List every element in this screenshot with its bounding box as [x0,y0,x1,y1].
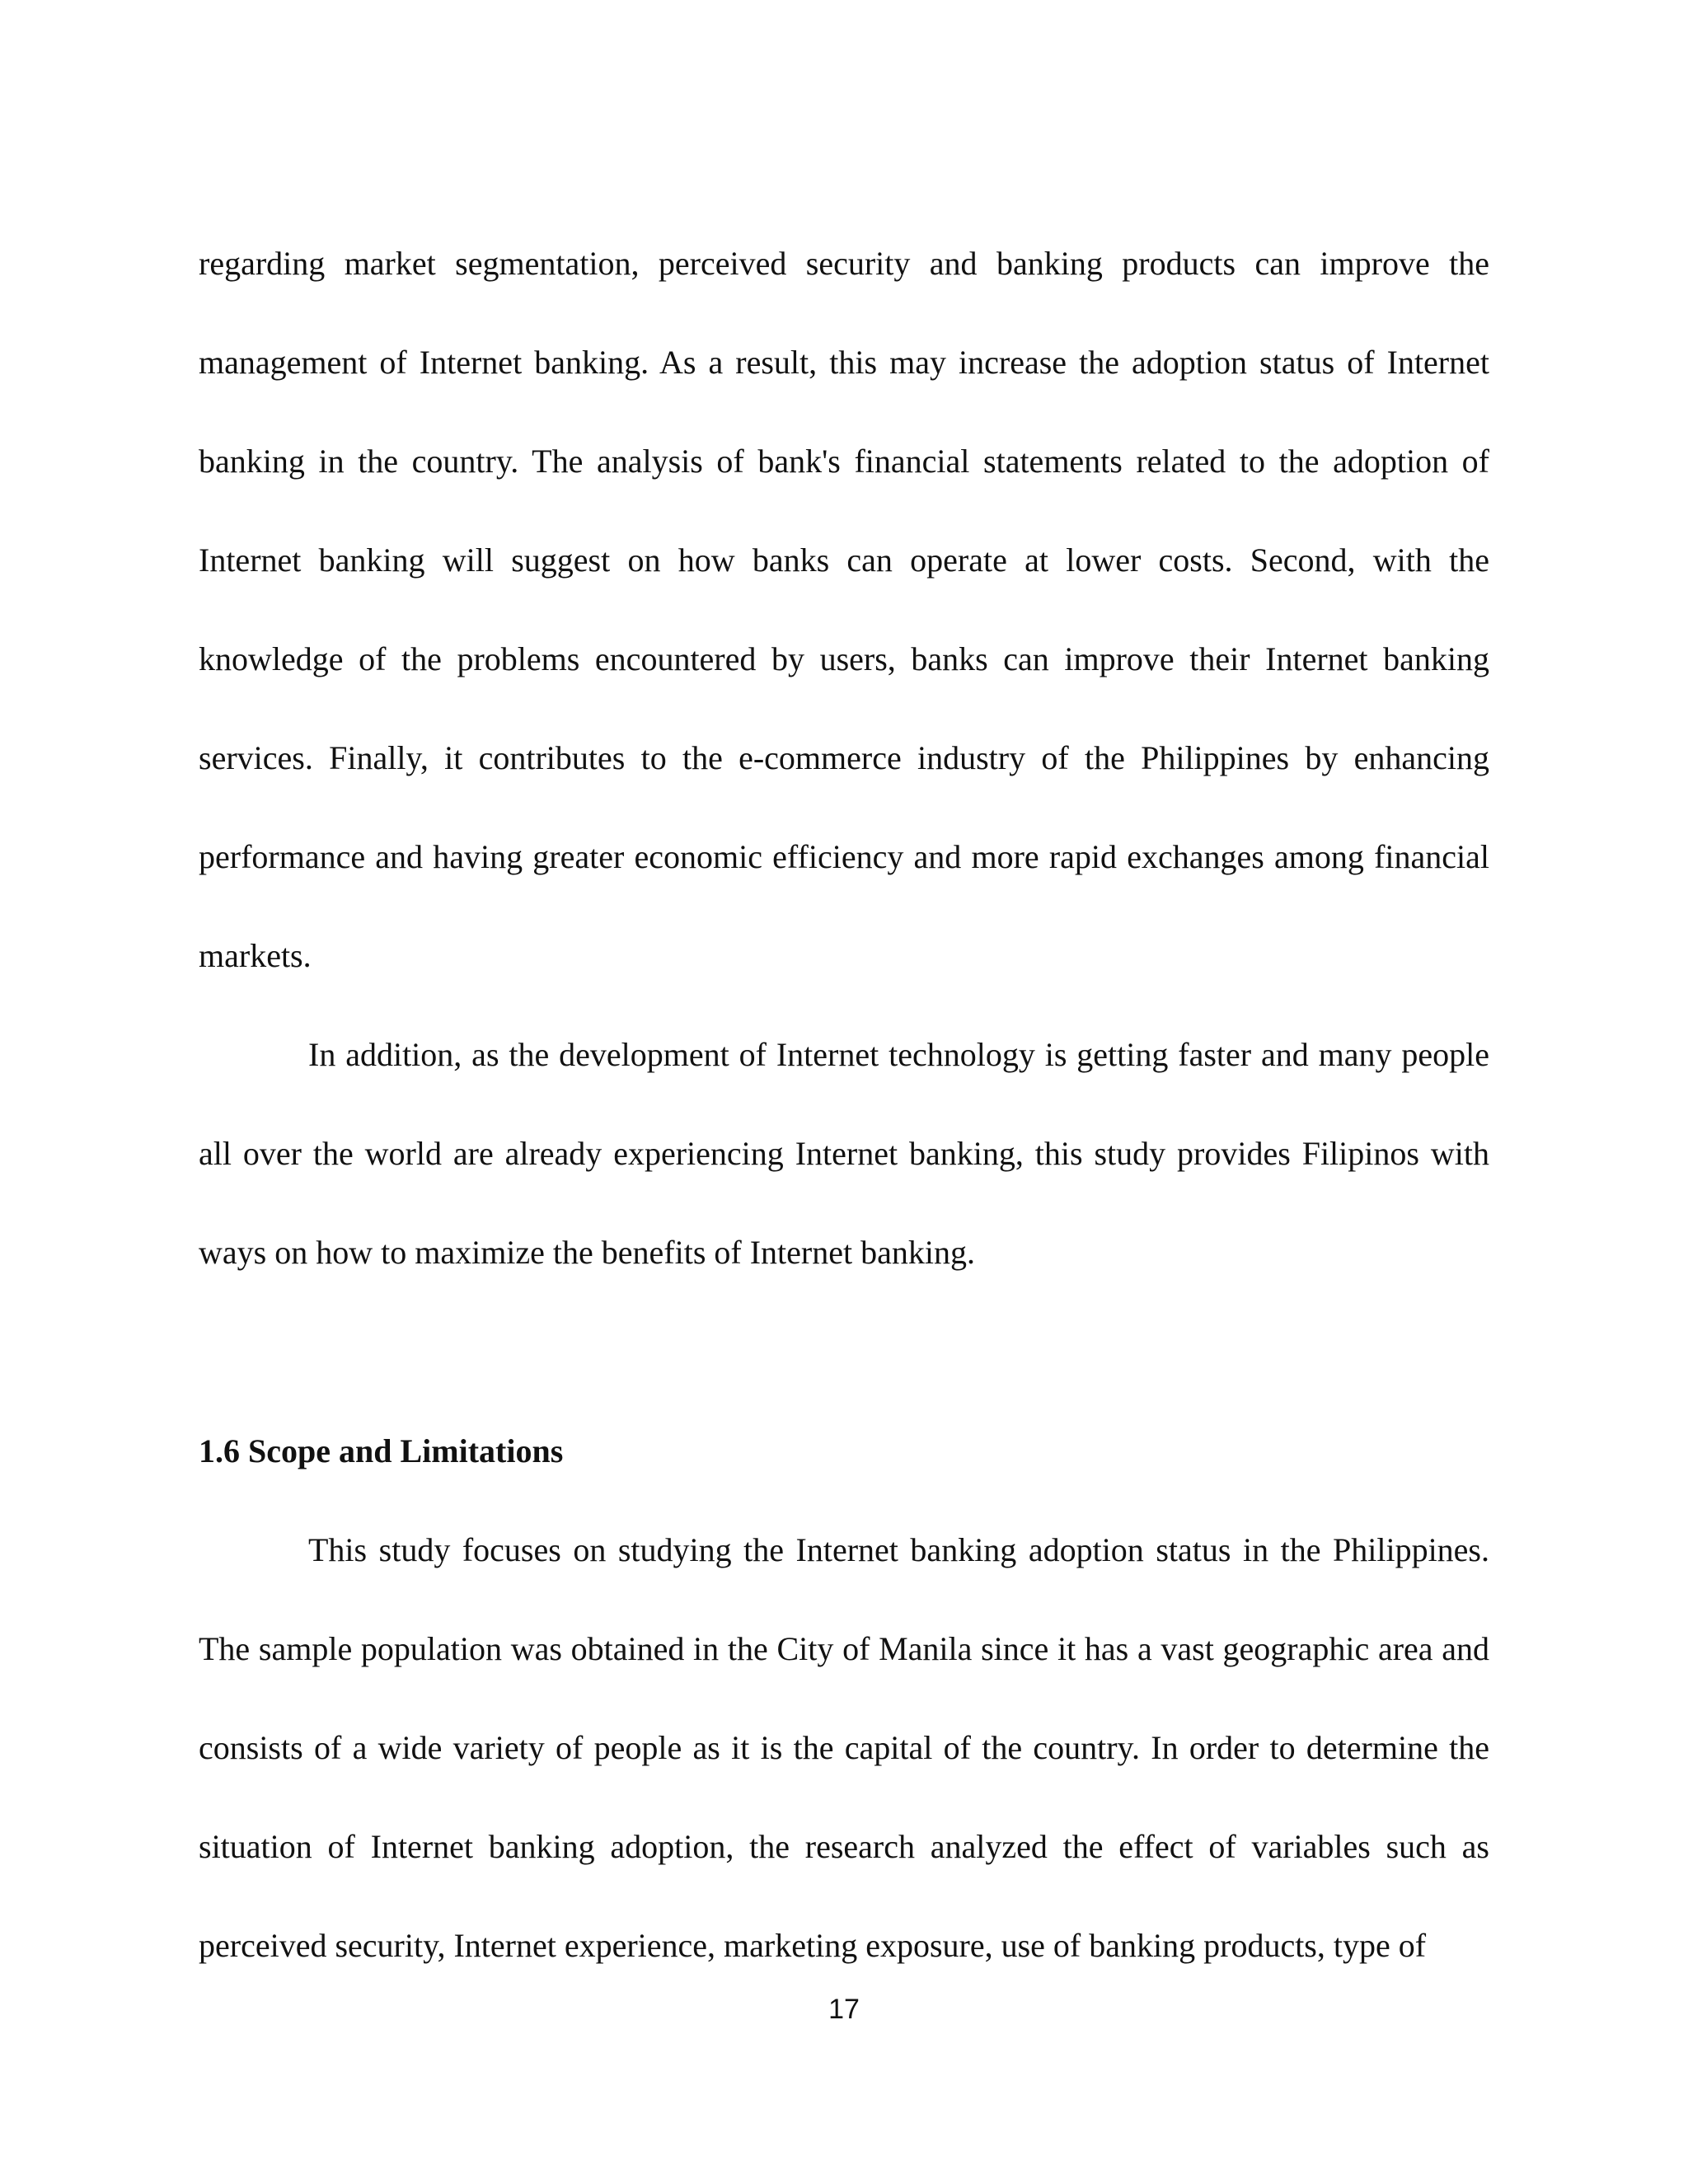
section-spacer [199,1302,1489,1402]
paragraph-in-addition: In addition, as the development of Internet technology is getting faster and many people all over the world are already experiencing Internet banking, this study provides Filipinos with ways on how to maximize the benefits of Internet banking. [199,1036,1489,1271]
section-heading: 1.6 Scope and Limitations [199,1432,564,1469]
document-body [199,214,1489,1995]
page-number: 17 [828,1994,860,2025]
paragraph-continuation: regarding market segmentation, perceived security and banking products can improve the management of Internet banking. As a result, this may increase the adoption status of Internet banking in the country. The analysis of bank's financial statements related to the adoption of Internet banking will suggest on how banks can operate at lower costs. Second, with the knowledge of the problems encountered by users, banks can improve their Internet banking services. Finally, it contributes to the e-commerce industry of the Philippines by enhancing performance and having greater economic efficiency and more rapid exchanges among financial markets. [199,245,1489,974]
paragraph-scope: This study focuses on studying the Internet banking adoption status in the Philippines. The sample population was obtained in the City of Manila since it has a vast geographic area and consists of a wide variety of people as it is the capital of the country. In order to determine the situation of Internet banking adoption, the research analyzed the effect of variables such as perceived security, Internet experience, marketing exposure, use of banking products, type of [199,1531,1489,1964]
